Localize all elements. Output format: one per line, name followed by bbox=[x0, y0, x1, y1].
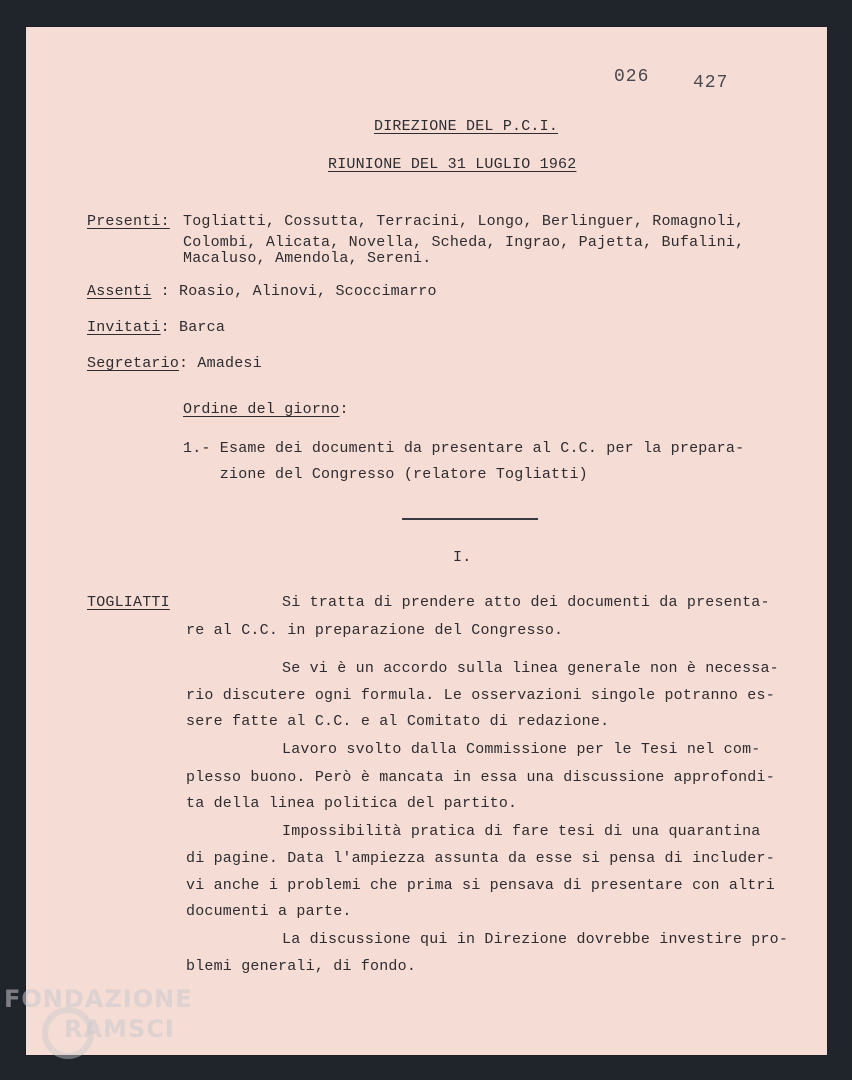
segretario-label: Segretario bbox=[87, 355, 180, 372]
speech-line-10: di pagine. Data l'ampiezza assunta da esse si pensa di includer- bbox=[186, 850, 775, 867]
archive-number-right: 427 bbox=[693, 73, 729, 93]
section-divider bbox=[402, 518, 538, 520]
document-title: DIREZIONE DEL P.C.I. bbox=[374, 118, 559, 135]
agenda-heading bbox=[183, 401, 349, 419]
meeting-date-heading: RIUNIONE DEL 31 LUGLIO 1962 bbox=[328, 156, 577, 173]
assenti-separator: : bbox=[151, 283, 180, 300]
speech-line-11: vi anche i problemi che prima si pensava di presentare con altri bbox=[186, 877, 775, 894]
speech-line-5: sere fatte al C.C. e al Comitato di redazione. bbox=[186, 713, 610, 730]
presenti-line-2: Colombi, Alicata, Novella, Scheda, Ingrao, Pajetta, Bufalini, bbox=[183, 234, 745, 251]
speech-line-2: re al C.C. in preparazione del Congresso. bbox=[186, 622, 564, 639]
archive-number-left: 026 bbox=[614, 67, 650, 87]
speech-line-8: ta della linea politica del partito. bbox=[186, 795, 518, 812]
speech-line-13: La discussione qui in Direzione dovrebbe investire pro- bbox=[282, 931, 789, 948]
speech-line-9: Impossibilità pratica di fare tesi di una quarantina bbox=[282, 823, 761, 840]
document-page bbox=[26, 27, 827, 1055]
speech-line-1: Si tratta di prendere atto dei documenti da presenta- bbox=[282, 594, 770, 611]
speech-line-12: documenti a parte. bbox=[186, 903, 352, 920]
presenti-line-3: Macaluso, Amendola, Sereni. bbox=[183, 250, 432, 267]
speech-line-14: blemi generali, di fondo. bbox=[186, 958, 417, 975]
section-numeral: I. bbox=[453, 549, 472, 566]
speech-line-7: plesso buono. Però è mancata in essa una discussione approfondi- bbox=[186, 769, 775, 786]
agenda-item-line-2: zione del Congresso (relatore Togliatti) bbox=[183, 466, 588, 483]
speech-line-6: Lavoro svolto dalla Commissione per le Tesi nel com- bbox=[282, 741, 761, 758]
speaker-name: TOGLIATTI bbox=[87, 594, 170, 611]
watermark-text-top: FONDAZIONE bbox=[4, 985, 193, 1013]
agenda-colon: : bbox=[339, 401, 349, 418]
agenda-title: Ordine del giorno bbox=[183, 401, 340, 418]
fondazione-gramsci-watermark bbox=[4, 985, 224, 1075]
invitati-label: Invitati bbox=[87, 319, 161, 336]
invitati-value: Barca bbox=[179, 319, 226, 336]
segretario-value: Amadesi bbox=[197, 355, 262, 372]
presenti-line-1: Togliatti, Cossutta, Terracini, Longo, Berlinguer, Romagnoli, bbox=[183, 213, 745, 230]
presenti-label: Presenti: bbox=[87, 213, 170, 230]
assenti-value: Roasio, Alinovi, Scoccimarro bbox=[179, 283, 437, 300]
assenti-row bbox=[87, 283, 437, 301]
speech-line-3: Se vi è un accordo sulla linea generale non è necessa- bbox=[282, 660, 779, 677]
invitati-row bbox=[87, 319, 225, 337]
assenti-label: Assenti bbox=[87, 283, 152, 300]
agenda-item-line-1: 1.- Esame dei documenti da presentare al C.C. per la prepara- bbox=[183, 440, 745, 457]
segretario-row bbox=[87, 355, 262, 373]
segretario-separator: : bbox=[179, 355, 198, 372]
speech-line-4: rio discutere ogni formula. Le osservazioni singole potranno es- bbox=[186, 687, 775, 704]
invitati-separator: : bbox=[160, 319, 180, 336]
watermark-text-bottom: RAMSCI bbox=[64, 1015, 175, 1043]
